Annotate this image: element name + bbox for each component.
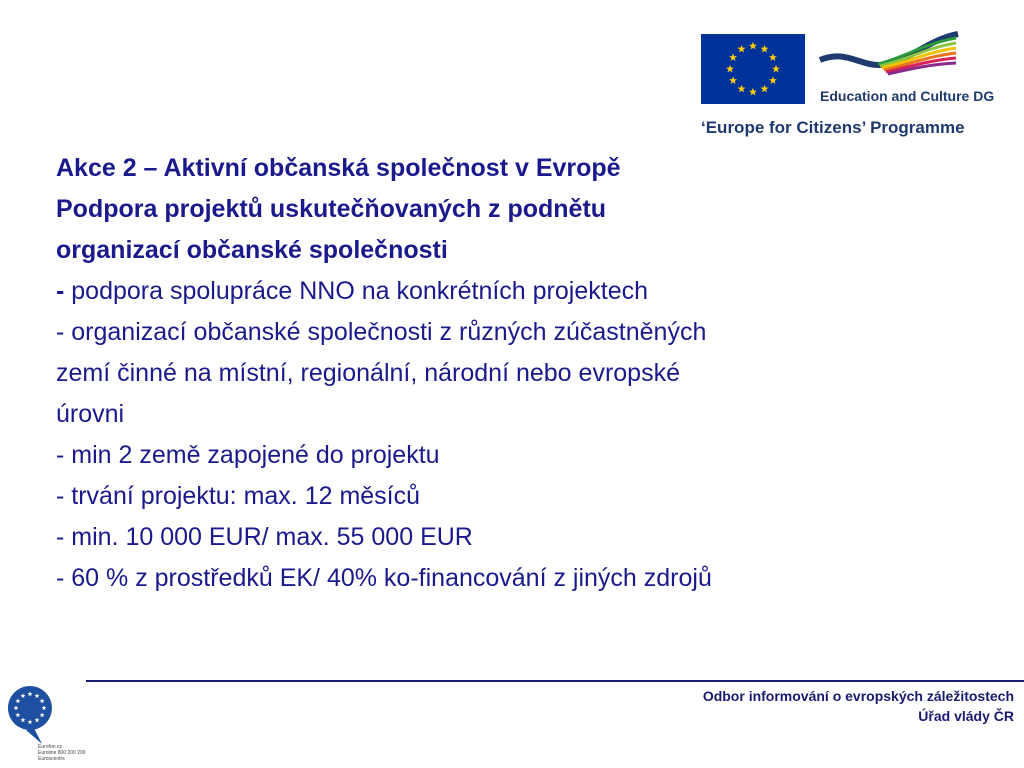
footer-text <box>703 686 1014 726</box>
bullet-line-6: - trvání projektu: max. 12 měsíců <box>56 482 421 510</box>
bullet-dash: - <box>56 277 65 305</box>
bullet-line-1 <box>56 271 986 312</box>
bullet-line-3: zemí činné na místní, regionální, národní nebo evropské <box>56 359 680 387</box>
heading-line-2: Podpora projektů uskutečňovaných z podnětu <box>56 195 607 223</box>
bullet-line-2: - organizací občanské společnosti z různých zúčastněných <box>56 318 707 346</box>
main-content <box>56 148 986 599</box>
logo-caption-1: Eurofon.cz <box>38 744 62 750</box>
footer-line-2: Úřad vlády ČR <box>918 708 1014 724</box>
bullet-line-5: - min 2 země zapojené do projektu <box>56 441 440 469</box>
bullet-line-4: úrovni <box>56 400 125 428</box>
bullet-text: podpora spolupráce NNO na konkrétních projektech <box>64 277 648 305</box>
heading-line-1: Akce 2 – Aktivní občanská společnost v Evropě <box>56 154 621 182</box>
logo-caption-3: Euroscentrs <box>38 756 65 762</box>
eu-flag-icon <box>701 34 805 104</box>
dg-label: Education and Culture DG <box>820 88 995 104</box>
footer-line-1: Odbor informování o evropských záležitostech <box>702 688 1014 704</box>
dg-swoosh-logo-icon <box>818 30 963 90</box>
bullet-line-7: - min. 10 000 EUR/ max. 55 000 EUR <box>56 523 473 551</box>
bullet-line-8: - 60 % z prostředků EK/ 40% ko-financování z jiných zdrojů <box>56 564 712 592</box>
logo-caption <box>38 744 86 762</box>
eurocentrum-logo-icon <box>4 684 56 748</box>
heading-line-3: organizací občanské společnosti <box>56 236 448 264</box>
programme-label: ‘Europe for Citizens’ Programme <box>701 118 965 137</box>
footer-divider <box>86 680 1024 682</box>
logo-caption-2: Euroline 800 200 200 <box>38 750 86 756</box>
